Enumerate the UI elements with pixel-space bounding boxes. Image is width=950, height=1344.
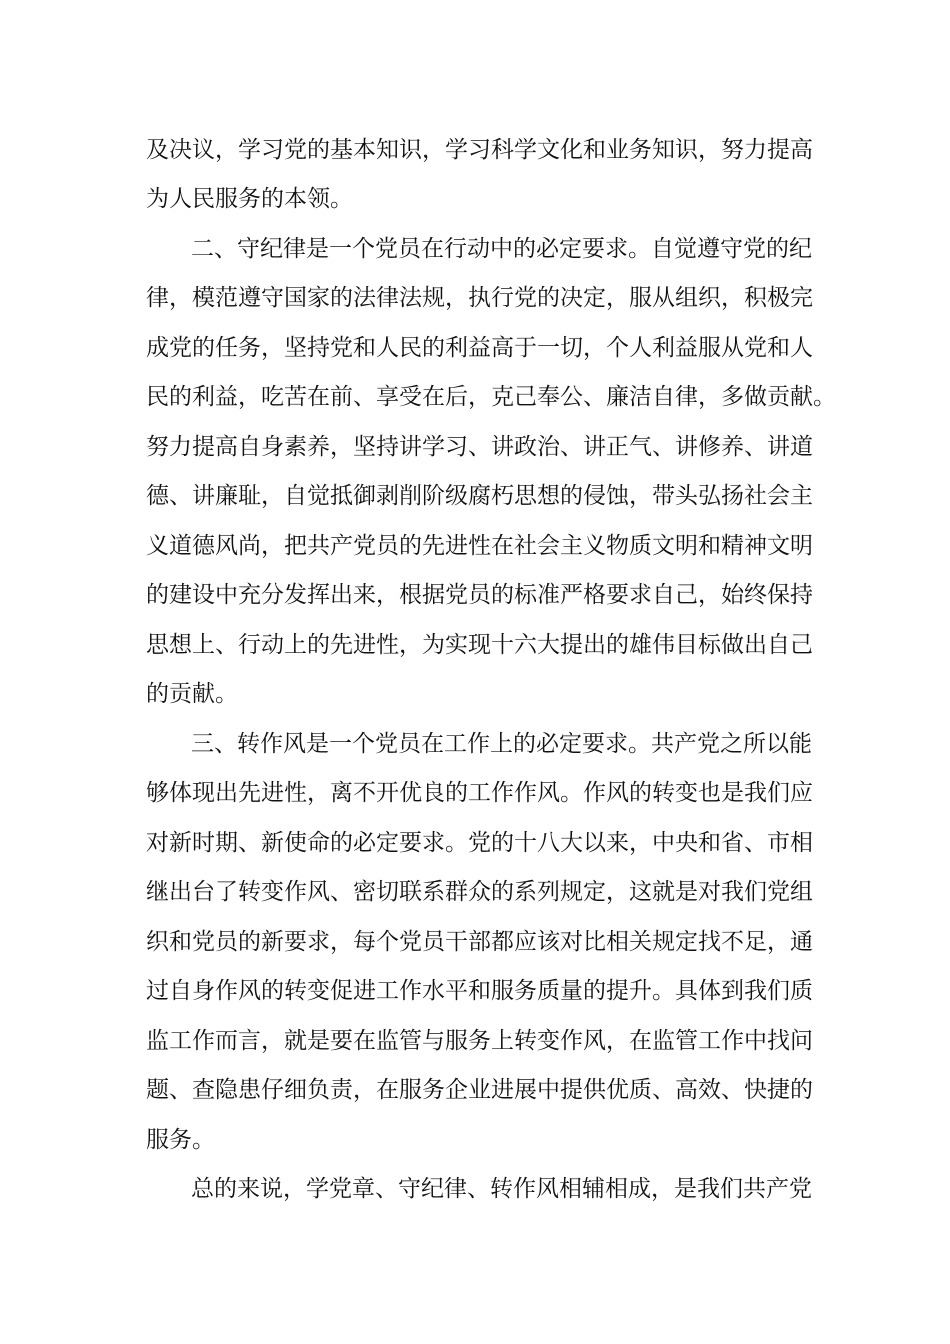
- text-line: 思想上、行动上的先进性，为实现十六大提出的雄伟目标做出自己: [146, 632, 813, 658]
- text-line: 德、讲廉耻，自觉抵御剥削阶级腐朽思想的侵蚀，带头弘扬社会主: [146, 483, 813, 509]
- text-line: 律，模范遵守国家的法律法规，执行党的决定，服从组织，积极完: [146, 285, 813, 311]
- paragraph-start-line: 三、转作风是一个党员在工作上的必定要求。共产党之所以能: [191, 731, 812, 757]
- text-line: 的建设中充分发挥出来，根据党员的标准严格要求自己，始终保持: [146, 582, 813, 608]
- text-line: 的贡献。: [146, 681, 238, 707]
- text-line: 监工作而言，就是要在监管与服务上转变作风，在监管工作中找问: [146, 1028, 813, 1054]
- text-line: 对新时期、新使命的必定要求。党的十八大以来，中央和省、市相: [146, 830, 813, 856]
- text-line: 义道德风尚，把共产党员的先进性在社会主义物质文明和精神文明: [146, 533, 813, 559]
- text-line: 服务。: [146, 1127, 215, 1153]
- text-line: 成党的任务，坚持党和人民的利益高于一切，个人利益服从党和人: [146, 335, 813, 361]
- text-line: 继出台了转变作风、密切联系群众的系列规定，这就是对我们党组: [146, 879, 813, 905]
- text-line: 为人民服务的本领。: [146, 186, 353, 212]
- text-line: 过自身作风的转变促进工作水平和服务质量的提升。具体到我们质: [146, 978, 813, 1004]
- text-line: 努力提高自身素养，坚持讲学习、讲政治、讲正气、讲修养、讲道: [146, 434, 813, 460]
- text-line: 够体现出先进性，离不开优良的工作作风。作风的转变也是我们应: [146, 780, 813, 806]
- paragraph-start-line: 二、守纪律是一个党员在行动中的必定要求。自觉遵守党的纪: [191, 236, 812, 262]
- text-line: 及决议，学习党的基本知识，学习科学文化和业务知识，努力提高: [146, 137, 813, 163]
- text-line: 民的利益，吃苦在前、享受在后，克己奉公、廉洁自律，多做贡献。: [146, 384, 836, 410]
- text-line: 题、查隐患仔细负责，在服务企业进展中提供优质、高效、快捷的: [146, 1077, 813, 1103]
- text-line: 织和党员的新要求，每个党员干部都应该对比相关规定找不足，通: [146, 929, 813, 955]
- paragraph-start-line: 总的来说，学党章、守纪律、转作风相辅相成，是我们共产党: [191, 1176, 812, 1202]
